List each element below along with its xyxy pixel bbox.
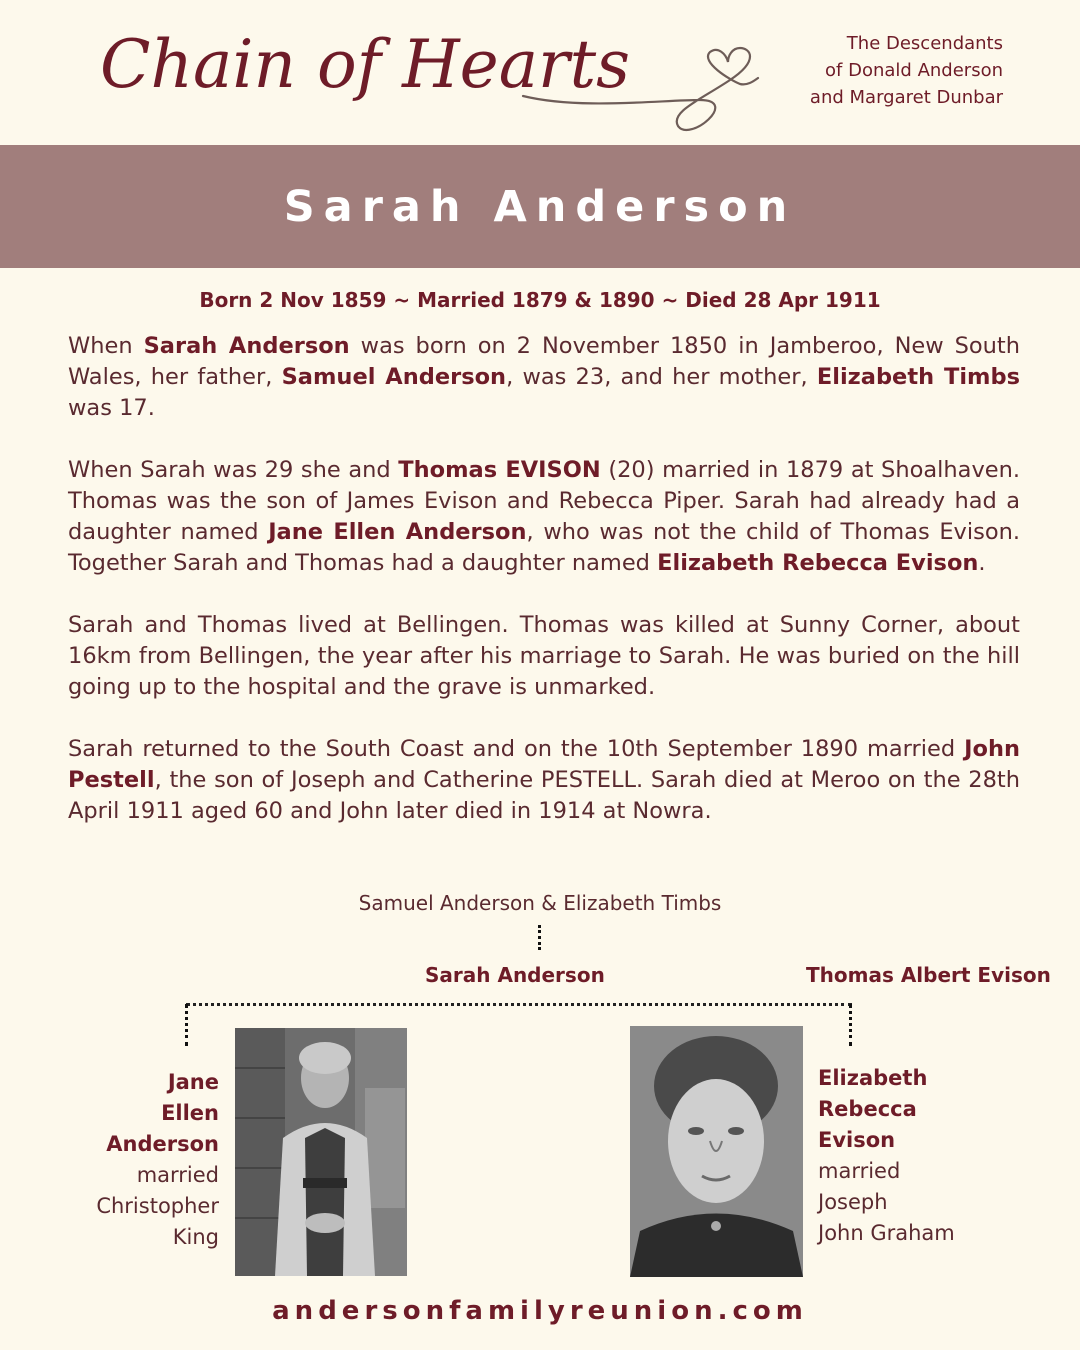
child-name: Rebecca xyxy=(818,1097,917,1121)
bio-name: Elizabeth Timbs xyxy=(816,364,1020,390)
tree-connector xyxy=(186,1003,852,1006)
tree-spouse: Thomas Albert Evison xyxy=(806,963,1051,987)
tagline xyxy=(810,30,1003,111)
photo-elizabeth xyxy=(630,1026,803,1277)
tagline-line: of Donald Anderson xyxy=(825,60,1003,81)
bio-paragraph xyxy=(68,610,1020,703)
biography xyxy=(68,331,1020,858)
child-detail: married xyxy=(818,1159,901,1183)
title-banner xyxy=(0,145,1080,268)
bio-text: . xyxy=(978,550,986,576)
bio-name: Samuel Anderson xyxy=(281,364,507,390)
bio-text: was 17. xyxy=(68,395,155,421)
life-dates: Born 2 Nov 1859 ~ Married 1879 & 1890 ~ Died 28 Apr 1911 xyxy=(199,288,881,312)
tree-connector xyxy=(538,925,541,950)
tree-parents: Samuel Anderson & Elizabeth Timbs xyxy=(358,891,722,915)
bio-paragraph xyxy=(68,734,1020,827)
heart-icon xyxy=(100,8,780,138)
child-detail: King xyxy=(172,1225,219,1249)
bio-text: , who was not the child of Thomas Evison. Together Sarah and Thomas had a daughter named xyxy=(68,519,1020,576)
bio-name: Elizabeth Rebecca Evison xyxy=(657,550,979,576)
tree-subject: Sarah Anderson xyxy=(425,963,605,987)
portrait-image xyxy=(235,1028,407,1276)
logo-text: Chain of Hearts xyxy=(100,26,630,103)
tagline-line: The Descendants xyxy=(846,33,1003,54)
child-detail: John Graham xyxy=(818,1221,955,1245)
page-title: Sarah Anderson xyxy=(283,181,797,232)
bio-name: Sarah Anderson xyxy=(143,333,350,359)
photo-jane xyxy=(235,1028,407,1276)
child-name: Jane xyxy=(167,1070,219,1094)
child-name: Ellen xyxy=(161,1101,219,1125)
bio-text: Sarah returned to the South Coast and on the 10th September 1890 married xyxy=(68,736,965,762)
logo xyxy=(100,8,780,138)
child-name: Evison xyxy=(818,1128,896,1152)
bio-name: Jane Ellen Anderson xyxy=(268,519,527,545)
bio-paragraph xyxy=(68,455,1020,579)
child-name: Anderson xyxy=(106,1132,219,1156)
tagline-line: and Margaret Dunbar xyxy=(809,87,1003,108)
bio-text: Sarah and Thomas lived at Bellingen. Thomas was killed at Sunny Corner, about 16km from Bellingen, the year after his marriage to Sarah. He was buried on the hill going up to the hospital and the grave is unmarked. xyxy=(68,612,1020,700)
footer-website[interactable]: andersonfamilyreunion.com xyxy=(272,1296,808,1326)
bio-name: Thomas EVISON xyxy=(398,457,601,483)
bio-text: was born on 2 November 1850 in Jamberoo, New South Wales, her father, xyxy=(68,333,1021,390)
bio-text: (20) married in 1879 at Shoalhaven. Thomas was the son of James Evison and Rebecca Piper. Sarah had already had a daughter named xyxy=(68,457,1021,545)
bio-text: , was 23, and her mother, xyxy=(506,364,817,390)
bio-text: , the son of Joseph and Catherine PESTELL. Sarah died at Meroo on the 28th April 1911 aged 60 and John later died in 1914 at Nowra. xyxy=(68,767,1020,824)
bio-paragraph xyxy=(68,331,1020,424)
child-name: Elizabeth xyxy=(818,1066,928,1090)
portrait-image xyxy=(630,1026,803,1277)
bio-text: When Sarah was 29 she and xyxy=(68,457,399,483)
bio-name: John Pestell xyxy=(68,736,1020,793)
tree-connector xyxy=(849,1004,852,1046)
child-jane xyxy=(60,1067,219,1253)
child-elizabeth xyxy=(818,1063,1018,1249)
child-detail: Christopher xyxy=(96,1194,219,1218)
tree-connector xyxy=(185,1004,188,1046)
child-detail: Joseph xyxy=(818,1190,888,1214)
child-detail: married xyxy=(136,1163,219,1187)
bio-text: When xyxy=(68,333,144,359)
